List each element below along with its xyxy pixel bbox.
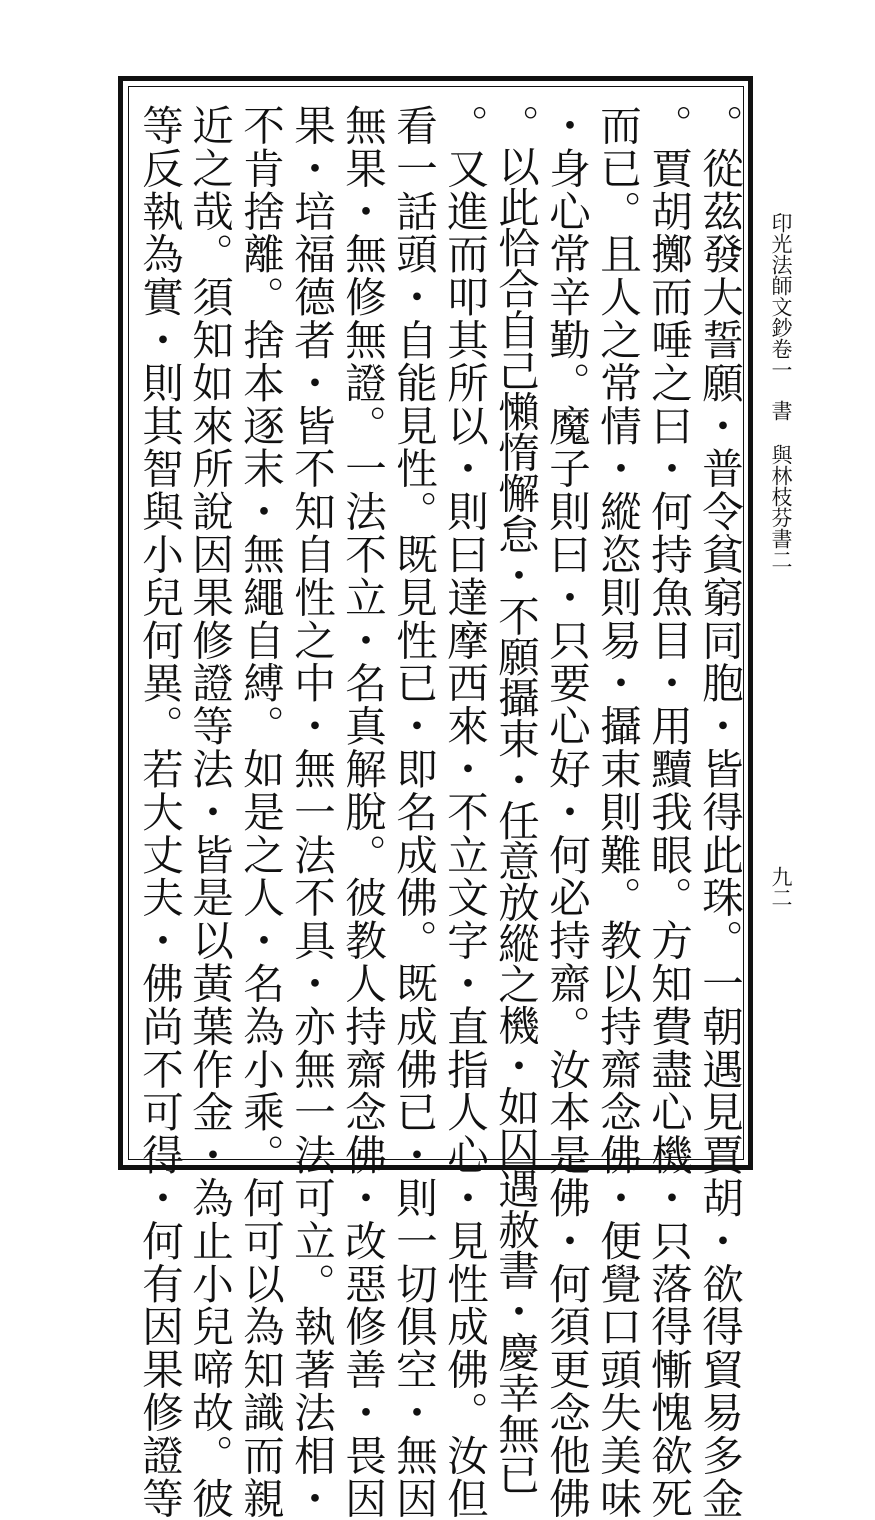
letter-title: 與林枝芬書二: [769, 444, 793, 570]
text-column-1: 。從茲發大誓願・普令貧窮同胞・皆得此珠。一朝遇見賈胡・欲得貿易多金: [695, 104, 744, 1520]
section-label: 書: [769, 400, 793, 421]
page-number: 九二: [769, 866, 793, 908]
text-column-11: 近之哉。須知如來所說因果修證等法・皆是以黃葉作金・為止小兒啼故。彼: [185, 104, 234, 1520]
text-column-9: 果・培福德者・皆不知自性之中・無一法不具・亦無一法可立。執著法相・: [287, 104, 336, 1520]
text-column-12: 等反執為實・則其智與小兒何異。若大丈夫・佛尚不可得・何有因果修證等: [135, 104, 184, 1520]
text-column-6: 。又進而叩其所以・則曰達摩西來・不立文字・直指人心・見性成佛。汝但: [440, 104, 489, 1520]
text-column-5: 。以此恰合自己懶惰懈怠・不願攝束・任意放縱之機・如囚遇赦書・慶幸無已: [491, 104, 540, 1495]
text-column-2: 。賈胡擲而唾之曰・何持魚目・用黷我眼。方知費盡心機・只落得慚愧欲死: [644, 104, 693, 1520]
text-column-8: 無果・無修無證。一法不立・名真解脫。彼教人持齋念佛・改惡修善・畏因: [338, 104, 387, 1520]
text-column-7: 看一話頭・自能見性。既見性已・即名成佛。既成佛已・則一切俱空・無因: [389, 104, 438, 1520]
text-column-3: 而已。且人之常情・縱恣則易・攝束則難。教以持齋念佛・便覺口頭失美味: [593, 104, 642, 1520]
text-column-10: 不肯捨離。捨本逐末・無繩自縛。如是之人・名為小乘。何可以為知識而親: [236, 104, 285, 1520]
book-title: 印光法師文鈔卷一: [769, 212, 793, 380]
text-column-4: ・身心常辛勤。魔子則曰・只要心好・何必持齋。汝本是佛・何須更念他佛: [542, 104, 591, 1520]
text-body: [134, 104, 744, 1520]
